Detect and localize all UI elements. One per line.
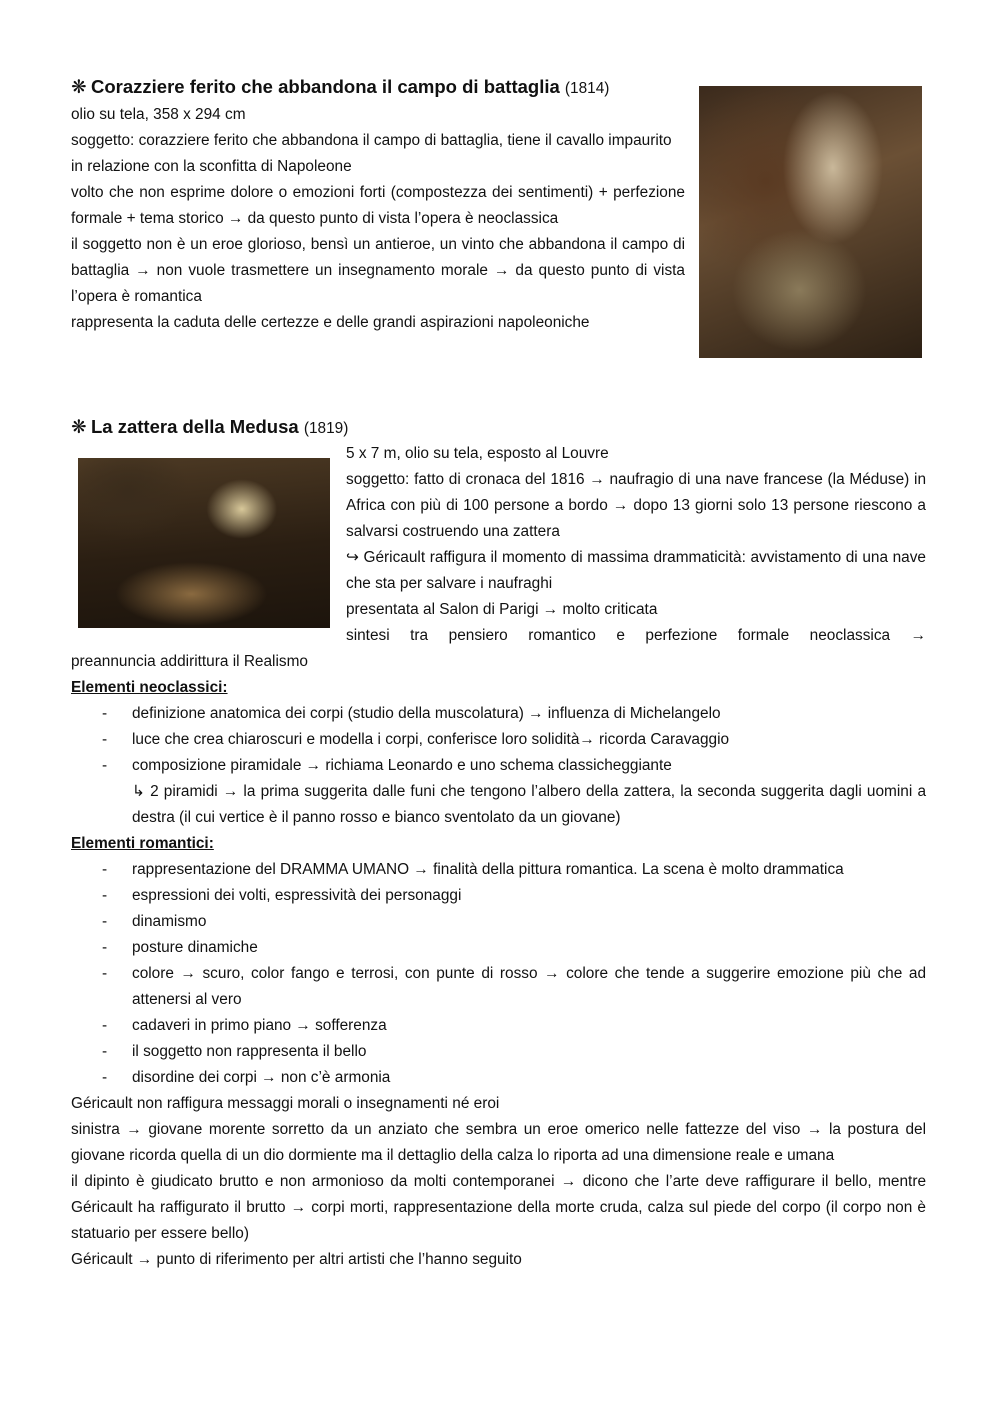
list-item xyxy=(71,727,926,753)
list-item xyxy=(71,961,926,1013)
text-line: il soggetto non è un eroe glorioso, bensì un antieroe, un vinto che abbandona il campo di battaglia → non vuole trasmettere un insegnamento morale → da questo punto di vista l’opera è romantica xyxy=(71,236,685,305)
list-item-text: dinamismo xyxy=(132,913,207,930)
list-item-text: posture dinamiche xyxy=(132,939,258,956)
text-line: volto che non esprime dolore o emozioni forti (compostezza dei sentimenti) + perfezione formale + tema storico → da questo punto di vista l’opera è neoclassica xyxy=(71,184,685,227)
painting-corazziere-image xyxy=(699,86,922,358)
text-line: preannuncia addirittura il Realismo xyxy=(71,653,308,670)
text-line: Géricault → punto di riferimento per altri artisti che l’hanno seguito xyxy=(71,1251,522,1268)
dash-bullet: - xyxy=(102,887,108,904)
dash-bullet: - xyxy=(102,1069,108,1086)
list-item xyxy=(71,1065,926,1091)
list-item-text: composizione piramidale → richiama Leonardo e uno schema classicheggiante xyxy=(132,757,672,774)
list-item-text: cadaveri in primo piano → sofferenza xyxy=(132,1017,387,1034)
list-item xyxy=(71,753,926,779)
text-line: sinistra → giovane morente sorretto da un anziato che sembra un eroe omerico nelle fattezze del viso → la postura del giovane ricorda quella di un dio dormiente ma il dettaglio della calza lo riporta ad una dimensione reale e umana xyxy=(71,1121,926,1164)
list-item-text: colore → scuro, color fango e terrosi, con punte di rosso → colore che tende a suggerire emozione più che ad attenersi al vero xyxy=(132,965,926,1008)
section-zattera-body xyxy=(71,649,926,1273)
closing-paragraphs xyxy=(71,1091,926,1273)
dash-bullet: - xyxy=(102,965,108,982)
section-title xyxy=(71,74,685,102)
text-line: in relazione con la sconfitta di Napoleone xyxy=(71,158,352,175)
dash-bullet: - xyxy=(102,757,108,774)
dash-bullet: - xyxy=(102,1043,108,1060)
neoclassici-heading: Elementi neoclassici: xyxy=(71,679,228,696)
text-line: soggetto: corazziere ferito che abbandona il campo di battaglia, tiene il cavallo impaurito xyxy=(71,132,672,149)
asterisk-icon: ❋ xyxy=(71,416,87,437)
text-line: olio su tela, 358 x 294 cm xyxy=(71,106,246,123)
text-line: il dipinto è giudicato brutto e non armonioso da molti contemporanei → dicono che l’arte deve raffigurare il bello, mentre Géricault ha raffigurato il brutto → corpi morti, rappresentazione della morte cruda, calza sul piede del corpo (il corpo non è statuario per essere bello) xyxy=(71,1173,926,1242)
section-title xyxy=(71,414,348,442)
dash-bullet: - xyxy=(102,705,108,722)
list-item xyxy=(71,857,926,883)
list-item-text: il soggetto non rappresenta il bello xyxy=(132,1043,367,1060)
text-line: ↪ Géricault raffigura il momento di massima drammaticità: avvistamento di una nave che sta per salvare i naufraghi xyxy=(346,549,926,592)
list-item xyxy=(71,701,926,727)
section-body xyxy=(71,102,685,336)
list-item xyxy=(71,1039,926,1065)
dash-bullet: - xyxy=(102,861,108,878)
list-item-text: disordine dei corpi → non c’è armonia xyxy=(132,1069,391,1086)
section-intro xyxy=(346,441,926,649)
text-line: presentata al Salon di Parigi → molto criticata xyxy=(346,601,658,618)
list-item-text: definizione anatomica dei corpi (studio della muscolatura) → influenza di Michelangelo xyxy=(132,705,721,722)
dash-bullet: - xyxy=(102,939,108,956)
romantici-heading: Elementi romantici: xyxy=(71,835,214,852)
list-item-text: rappresentazione del DRAMMA UMANO → finalità della pittura romantica. La scena è molto drammatica xyxy=(132,861,844,878)
list-item xyxy=(71,935,926,961)
text-line: rappresenta la caduta delle certezze e delle grandi aspirazioni napoleoniche xyxy=(71,314,590,331)
section-corazziere xyxy=(71,74,685,336)
title-text: La zattera della Medusa xyxy=(91,416,299,437)
romantici-list xyxy=(71,857,926,1091)
list-item-text: espressioni dei volti, espressività dei personaggi xyxy=(132,887,462,904)
list-item xyxy=(71,883,926,909)
sub-note: ↳ 2 piramidi → la prima suggerita dalle funi che tengono l’albero della zattera, la seconda suggerita dagli uomini a destra (il cui vertice è il panno rosso e bianco sventolato da un giovane) xyxy=(132,783,926,826)
dash-bullet: - xyxy=(102,731,108,748)
title-text: Corazziere ferito che abbandona il campo di battaglia xyxy=(91,76,560,97)
asterisk-icon: ❋ xyxy=(71,76,87,97)
text-line: sintesi tra pensiero romantico e perfezione formale neoclassica → xyxy=(346,627,926,644)
title-year: (1819) xyxy=(303,420,349,437)
section-zattera-heading xyxy=(71,414,348,442)
painting-zattera-image xyxy=(78,458,330,628)
dash-bullet: - xyxy=(102,913,108,930)
text-line: soggetto: fatto di cronaca del 1816 → naufragio di una nave francese (la Méduse) in Africa con più di 100 persone a bordo → dopo 13 giorni solo 13 persone riescono a salvarsi costruendo una zattera xyxy=(346,471,926,540)
neoclassici-list xyxy=(71,701,926,779)
text-line: 5 x 7 m, olio su tela, esposto al Louvre xyxy=(346,445,609,462)
list-item xyxy=(71,1013,926,1039)
list-item xyxy=(71,909,926,935)
dash-bullet: - xyxy=(102,1017,108,1034)
title-year: (1814) xyxy=(564,80,610,97)
list-item-text: luce che crea chiaroscuri e modella i corpi, conferisce loro solidità→ ricorda Caravaggio xyxy=(132,731,730,748)
text-line: Géricault non raffigura messaggi morali o insegnamenti né eroi xyxy=(71,1095,500,1112)
